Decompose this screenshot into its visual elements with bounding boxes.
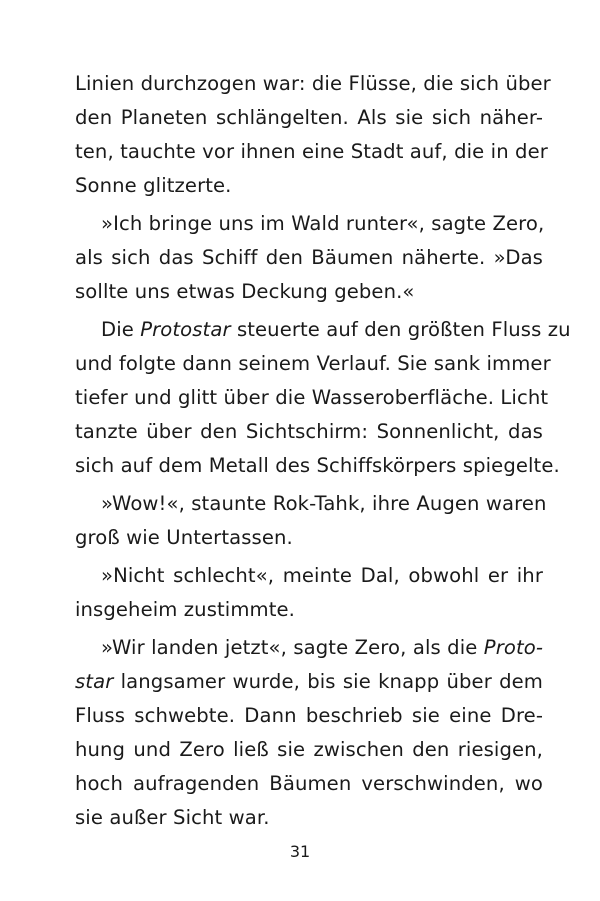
text-line: den Planeten schlängelten. Als sie sich näher- xyxy=(75,106,543,129)
text-run: langsamer wurde, bis sie knapp über dem xyxy=(113,670,543,693)
text-line: Linien durchzogen war: die Flüsse, die sich über xyxy=(75,72,551,95)
ship-name-italic: Proto- xyxy=(483,636,543,659)
text-line: hoch aufragenden Bäumen verschwinden, wo xyxy=(75,772,543,795)
text-line xyxy=(75,631,543,665)
paragraph-3 xyxy=(75,313,571,483)
paragraph-2 xyxy=(75,207,543,309)
paragraph-6 xyxy=(75,631,543,835)
text-line: und folgte dann seinem Verlauf. Sie sank immer xyxy=(75,352,551,375)
paragraph-4 xyxy=(75,487,547,555)
text-run: steuerte auf den größten Fluss zu xyxy=(230,318,571,341)
text-line: groß wie Untertassen. xyxy=(75,526,293,549)
text-line xyxy=(75,313,571,347)
text-line: sie außer Sicht war. xyxy=(75,806,270,829)
text-line xyxy=(75,665,543,699)
text-line: sich auf dem Metall des Schiffskörpers spiegelte. xyxy=(75,454,560,477)
body-text xyxy=(75,67,571,835)
paragraph-1 xyxy=(75,67,551,203)
text-line: insgeheim zustimmte. xyxy=(75,598,295,621)
text-line: »Nicht schlecht«, meinte Dal, obwohl er ihr xyxy=(101,564,543,587)
text-line: tanzte über den Sichtschirm: Sonnenlicht, das xyxy=(75,420,543,443)
text-line: »Ich bringe uns im Wald runter«, sagte Zero, xyxy=(101,212,545,235)
text-line: sollte uns etwas Deckung geben.« xyxy=(75,280,415,303)
text-line: Fluss schwebte. Dann beschrieb sie eine Dre- xyxy=(75,704,543,727)
ship-name-italic: Protostar xyxy=(140,318,231,341)
text-line: »Wow!«, staunte Rok-Tahk, ihre Augen waren xyxy=(101,492,547,515)
text-line: tiefer und glitt über die Wasseroberfläche. Licht xyxy=(75,386,549,409)
text-line: ten, tauchte vor ihnen eine Stadt auf, die in der xyxy=(75,140,548,163)
text-run: Die xyxy=(101,318,141,341)
text-line: hung und Zero ließ sie zwischen den riesigen, xyxy=(75,738,543,761)
page-number: 31 xyxy=(289,842,311,861)
paragraph-5 xyxy=(75,559,543,627)
text-line: als sich das Schiff den Bäumen näherte. »Das xyxy=(75,246,543,269)
text-run: »Wir landen jetzt«, sagte Zero, als die xyxy=(101,636,484,659)
ship-name-italic: star xyxy=(75,670,114,693)
text-line: Sonne glitzerte. xyxy=(75,174,232,197)
